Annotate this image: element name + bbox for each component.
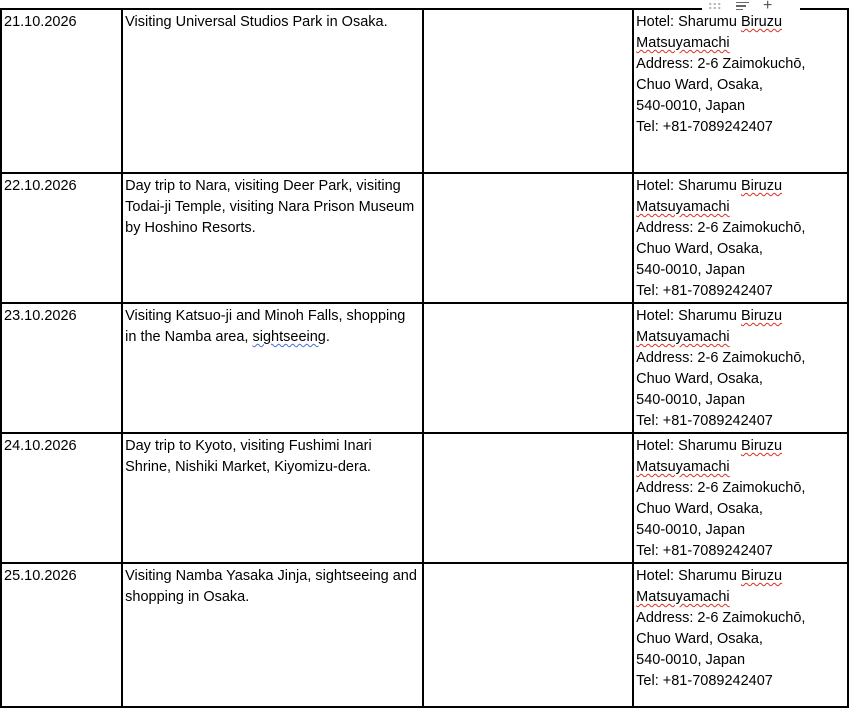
hotel-label: Hotel: Sharumu xyxy=(636,14,741,30)
drag-handle-icon[interactable] xyxy=(708,2,722,10)
address-line: Chuo Ward, Osaka, xyxy=(636,371,763,387)
hotel-name-line2[interactable]: Matsuyamachi xyxy=(636,329,730,345)
address-line: Address: 2-6 Zaimokuchō, xyxy=(636,220,806,236)
date-cell[interactable] xyxy=(1,563,122,707)
plus-icon[interactable]: + xyxy=(763,0,773,14)
misspelled-word[interactable]: Biruzu xyxy=(740,14,783,30)
hotel-name-line2[interactable]: Matsuyamachi xyxy=(636,199,730,215)
tel-line: Tel: +81-7089242407 xyxy=(636,543,773,559)
hotel-cell[interactable] xyxy=(633,9,848,173)
address-line: Address: 2-6 Zaimokuchō, xyxy=(636,480,806,496)
hotel-cell[interactable] xyxy=(633,173,848,303)
date-cell[interactable] xyxy=(1,433,122,563)
tel-line: Tel: +81-7089242407 xyxy=(636,673,773,689)
address-line: 540-0010, Japan xyxy=(636,392,746,408)
hotel-label: Hotel: Sharumu xyxy=(636,178,741,194)
address-line: 540-0010, Japan xyxy=(636,98,746,114)
flagged-word[interactable]: sightseeing xyxy=(252,329,326,345)
hotel-name-line xyxy=(636,12,845,33)
date-cell[interactable] xyxy=(1,9,122,173)
misspelled-word[interactable]: Biruzu xyxy=(740,178,783,194)
hotel-name-line2[interactable]: Matsuyamachi xyxy=(636,589,730,605)
address-line: 540-0010, Japan xyxy=(636,522,746,538)
table-row xyxy=(1,303,848,433)
activity-text: Day trip to Nara, visiting Deer Park, visiting Todai-ji Temple, visiting Nara Prison Museum by Hoshino Resorts. xyxy=(125,178,415,236)
activity-text: Visiting Universal Studios Park in Osaka. xyxy=(125,14,388,30)
notes-cell[interactable] xyxy=(423,433,633,563)
sort-lines-icon[interactable] xyxy=(736,2,749,11)
hotel-name-line2[interactable]: Matsuyamachi xyxy=(636,459,730,475)
table-floating-toolbar xyxy=(702,0,800,12)
hotel-name-line xyxy=(636,566,845,587)
table-row xyxy=(1,173,848,303)
address-line: Address: 2-6 Zaimokuchō, xyxy=(636,56,806,72)
address-line: Address: 2-6 Zaimokuchō, xyxy=(636,610,806,626)
tel-line: Tel: +81-7089242407 xyxy=(636,283,773,299)
date-cell[interactable] xyxy=(1,303,122,433)
date-text: 24.10.2026 xyxy=(4,438,77,454)
hotel-name-line xyxy=(636,176,845,197)
hotel-label: Hotel: Sharumu xyxy=(636,438,741,454)
address-line: Address: 2-6 Zaimokuchō, xyxy=(636,350,806,366)
hotel-label: Hotel: Sharumu xyxy=(636,568,741,584)
tel-line: Tel: +81-7089242407 xyxy=(636,119,773,135)
address-line: Chuo Ward, Osaka, xyxy=(636,501,763,517)
misspelled-word[interactable]: Biruzu xyxy=(740,308,783,324)
hotel-cell[interactable] xyxy=(633,433,848,563)
date-cell[interactable] xyxy=(1,173,122,303)
activity-text: Visiting Katsuo-ji and Minoh Falls, shopping in the Namba area, xyxy=(125,308,406,345)
notes-cell[interactable] xyxy=(423,303,633,433)
misspelled-word[interactable]: Biruzu xyxy=(740,568,783,584)
hotel-label: Hotel: Sharumu xyxy=(636,308,741,324)
activity-cell[interactable] xyxy=(122,173,423,303)
misspelled-word[interactable]: Biruzu xyxy=(740,438,783,454)
tel-line: Tel: +81-7089242407 xyxy=(636,413,773,429)
hotel-name-line xyxy=(636,306,845,327)
date-text: 21.10.2026 xyxy=(4,14,77,30)
hotel-cell[interactable] xyxy=(633,303,848,433)
date-text: 25.10.2026 xyxy=(4,568,77,584)
address-line: 540-0010, Japan xyxy=(636,652,746,668)
activity-cell[interactable] xyxy=(122,9,423,173)
itinerary-table xyxy=(0,8,849,708)
activity-text: Day trip to Kyoto, visiting Fushimi Inari Shrine, Nishiki Market, Kiyomizu-dera. xyxy=(125,438,372,475)
activity-cell[interactable] xyxy=(122,433,423,563)
address-line: Chuo Ward, Osaka, xyxy=(636,241,763,257)
notes-cell[interactable] xyxy=(423,563,633,707)
activity-cell[interactable] xyxy=(122,563,423,707)
table-row xyxy=(1,563,848,707)
hotel-name-line xyxy=(636,436,845,457)
activity-punctuation: . xyxy=(325,329,330,345)
notes-cell[interactable] xyxy=(423,173,633,303)
date-text: 23.10.2026 xyxy=(4,308,77,324)
activity-text: Visiting Namba Yasaka Jinja, sightseeing and shopping in Osaka. xyxy=(125,568,417,605)
hotel-name-line2[interactable]: Matsuyamachi xyxy=(636,35,730,51)
date-text: 22.10.2026 xyxy=(4,178,77,194)
hotel-cell[interactable] xyxy=(633,563,848,707)
notes-cell[interactable] xyxy=(423,9,633,173)
address-line: Chuo Ward, Osaka, xyxy=(636,631,763,647)
table-row xyxy=(1,9,848,173)
address-line: Chuo Ward, Osaka, xyxy=(636,77,763,93)
table-row xyxy=(1,433,848,563)
activity-cell[interactable] xyxy=(122,303,423,433)
address-line: 540-0010, Japan xyxy=(636,262,746,278)
